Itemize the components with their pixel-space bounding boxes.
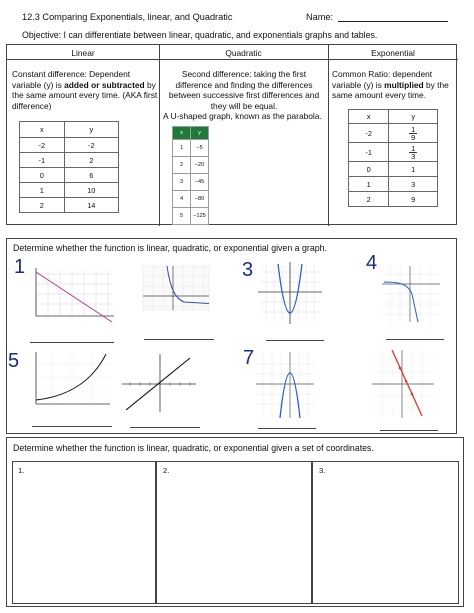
graph-section-title: Determine whether the function is linear, quadratic, or exponential given a graph.: [13, 243, 327, 253]
quadratic-description: Second difference: taking the first difference and finding the differences between successive first differences and they will be equal.: [168, 69, 320, 111]
linear-heading: Linear: [71, 48, 95, 58]
linear-xy-table: x y -2 -2 -1 2 0 6 1 10 2 14: [19, 121, 119, 213]
objective: Objective: I can differentiate between linear, quadratic, and exponentials graphs and tables.: [22, 30, 378, 40]
graph-6-linear-increasing: [120, 352, 198, 414]
linear-description: Constant difference: Dependent variable (y) is added or subtracted by the same amount every time. (AKA first difference): [12, 69, 158, 111]
answer-line[interactable]: [386, 339, 444, 340]
graph-5-exponential-growth: [32, 348, 112, 408]
graph-8-linear-decreasing: [370, 348, 436, 420]
answer-line[interactable]: [266, 340, 324, 341]
coordinate-answer-box-1[interactable]: [12, 461, 156, 604]
exponential-xy-table: x y -2 1 9 -1 1 3 0 1 1 3 2 9: [348, 109, 438, 207]
exponential-description: Common Ratio: dependent variable (y) is multiplied by the same amount every time.: [332, 69, 449, 101]
graph-label: 7: [243, 347, 255, 369]
answer-line[interactable]: [258, 428, 316, 429]
comparison-table: [6, 44, 457, 225]
name-label: Name:: [306, 12, 336, 22]
divider: [159, 45, 160, 226]
worksheet-title: 12.3 Comparing Exponentials, linear, and Quadratic: [22, 12, 233, 22]
quadratic-heading: Quadratic: [225, 48, 262, 58]
graph-label: 1: [14, 256, 26, 278]
answer-line[interactable]: [144, 339, 214, 340]
cell-number: 2.: [163, 466, 170, 475]
exponential-heading: Exponential: [371, 48, 415, 58]
answer-line[interactable]: [380, 430, 438, 431]
graph-label: 3: [242, 259, 254, 281]
quadratic-xy-table: x y 1 −5 2 −20 3 −45 4 −80 5 −125: [172, 126, 209, 225]
graph-label: 4: [366, 252, 378, 274]
name-field[interactable]: [306, 12, 448, 22]
cell-number: 1.: [18, 466, 25, 475]
answer-line[interactable]: [32, 426, 112, 427]
graph-1-linear-decreasing: [30, 264, 118, 326]
name-blank-line[interactable]: [338, 12, 448, 22]
graph-7-parabola-down: [254, 350, 316, 420]
coordinates-section-title: Determine whether the function is linear, quadratic, or exponential given a set of coordinates.: [13, 443, 374, 453]
coordinate-answer-box-2[interactable]: [156, 461, 312, 604]
coordinate-answer-box-3[interactable]: [312, 461, 459, 604]
graph-label: 5: [8, 350, 20, 372]
graph-3-parabola-up: [258, 262, 322, 324]
answer-line[interactable]: [30, 342, 114, 343]
answer-line[interactable]: [130, 427, 200, 428]
divider: [328, 45, 329, 226]
quadratic-parabola-note: A U-shaped graph, known as the parabola.: [163, 111, 322, 121]
graph-2-exponential-decay: [140, 264, 212, 312]
cell-number: 3.: [319, 466, 326, 475]
graph-4-exponential: [380, 264, 442, 324]
divider: [7, 59, 458, 60]
